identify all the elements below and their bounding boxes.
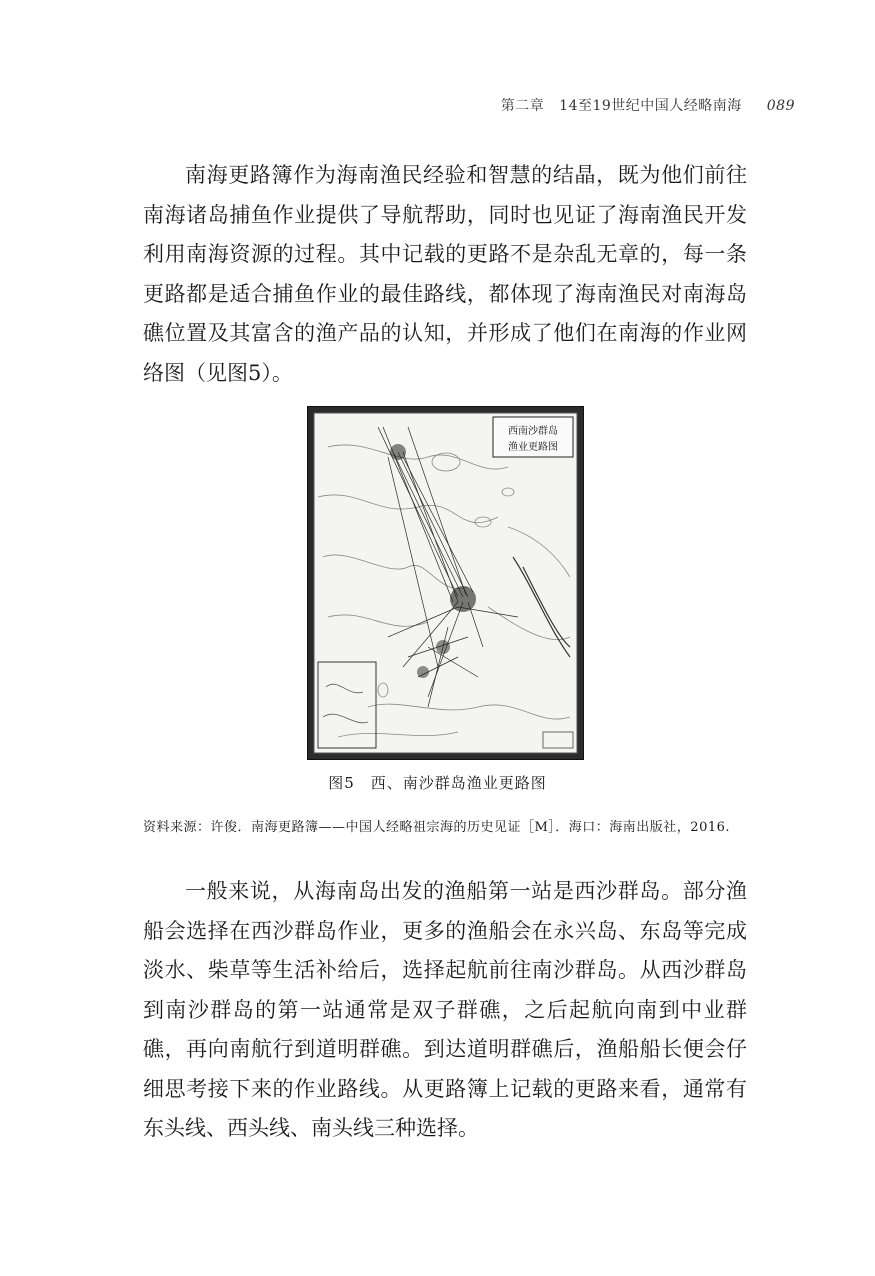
map-title-line-2: 渔业更路图 xyxy=(508,442,558,453)
running-header xyxy=(501,95,795,115)
chapter-title: 14至19世纪中国人经略南海 xyxy=(559,98,742,114)
figure-number: 图5 xyxy=(328,774,355,792)
map-image xyxy=(308,407,583,759)
figure-caption xyxy=(0,772,875,793)
source-note: 资料来源：许俊．南海更路簿——中国人经略祖宗海的历史见证［M］．海口：海南出版社，2016. xyxy=(143,820,731,835)
fishing-route-map xyxy=(307,406,584,760)
map-title-line-1: 西南沙群岛 xyxy=(508,426,558,437)
body-paragraph-1: 南海更路簿作为海南渔民经验和智慧的结晶，既为他们前往南海诸岛捕鱼作业提供了导航帮助，同时也见证了海南渔民开发利用南海资源的过程。其中记载的更路不是杂乱无章的，每一条更路都是适合捕鱼作业的最佳路线，都体现了海南渔民对南海岛礁位置及其富含的渔产品的认知，并形成了他们在南海的作业网络图（见图5）。 xyxy=(143,163,747,385)
figure-caption-text: 西、南沙群岛渔业更路图 xyxy=(370,774,547,792)
page-number: 089 xyxy=(766,98,795,114)
body-paragraph-2: 一般来说，从海南岛出发的渔船第一站是西沙群岛。部分渔船会选择在西沙群岛作业，更多的渔船会在永兴岛、东岛等完成淡水、柴草等生活补给后，选择起航前往南沙群岛。从西沙群岛到南沙群岛的第一站通常是双子群礁，之后起航向南到中业群礁，再向南航行到道明群礁。到达道明群礁后，渔船船长便会仔细思考接下来的作业路线。从更路簿上记载的更路来看，通常有东头线、西头线、南头线三种选择。 xyxy=(143,879,747,1140)
chapter-label: 第二章 xyxy=(500,98,545,114)
